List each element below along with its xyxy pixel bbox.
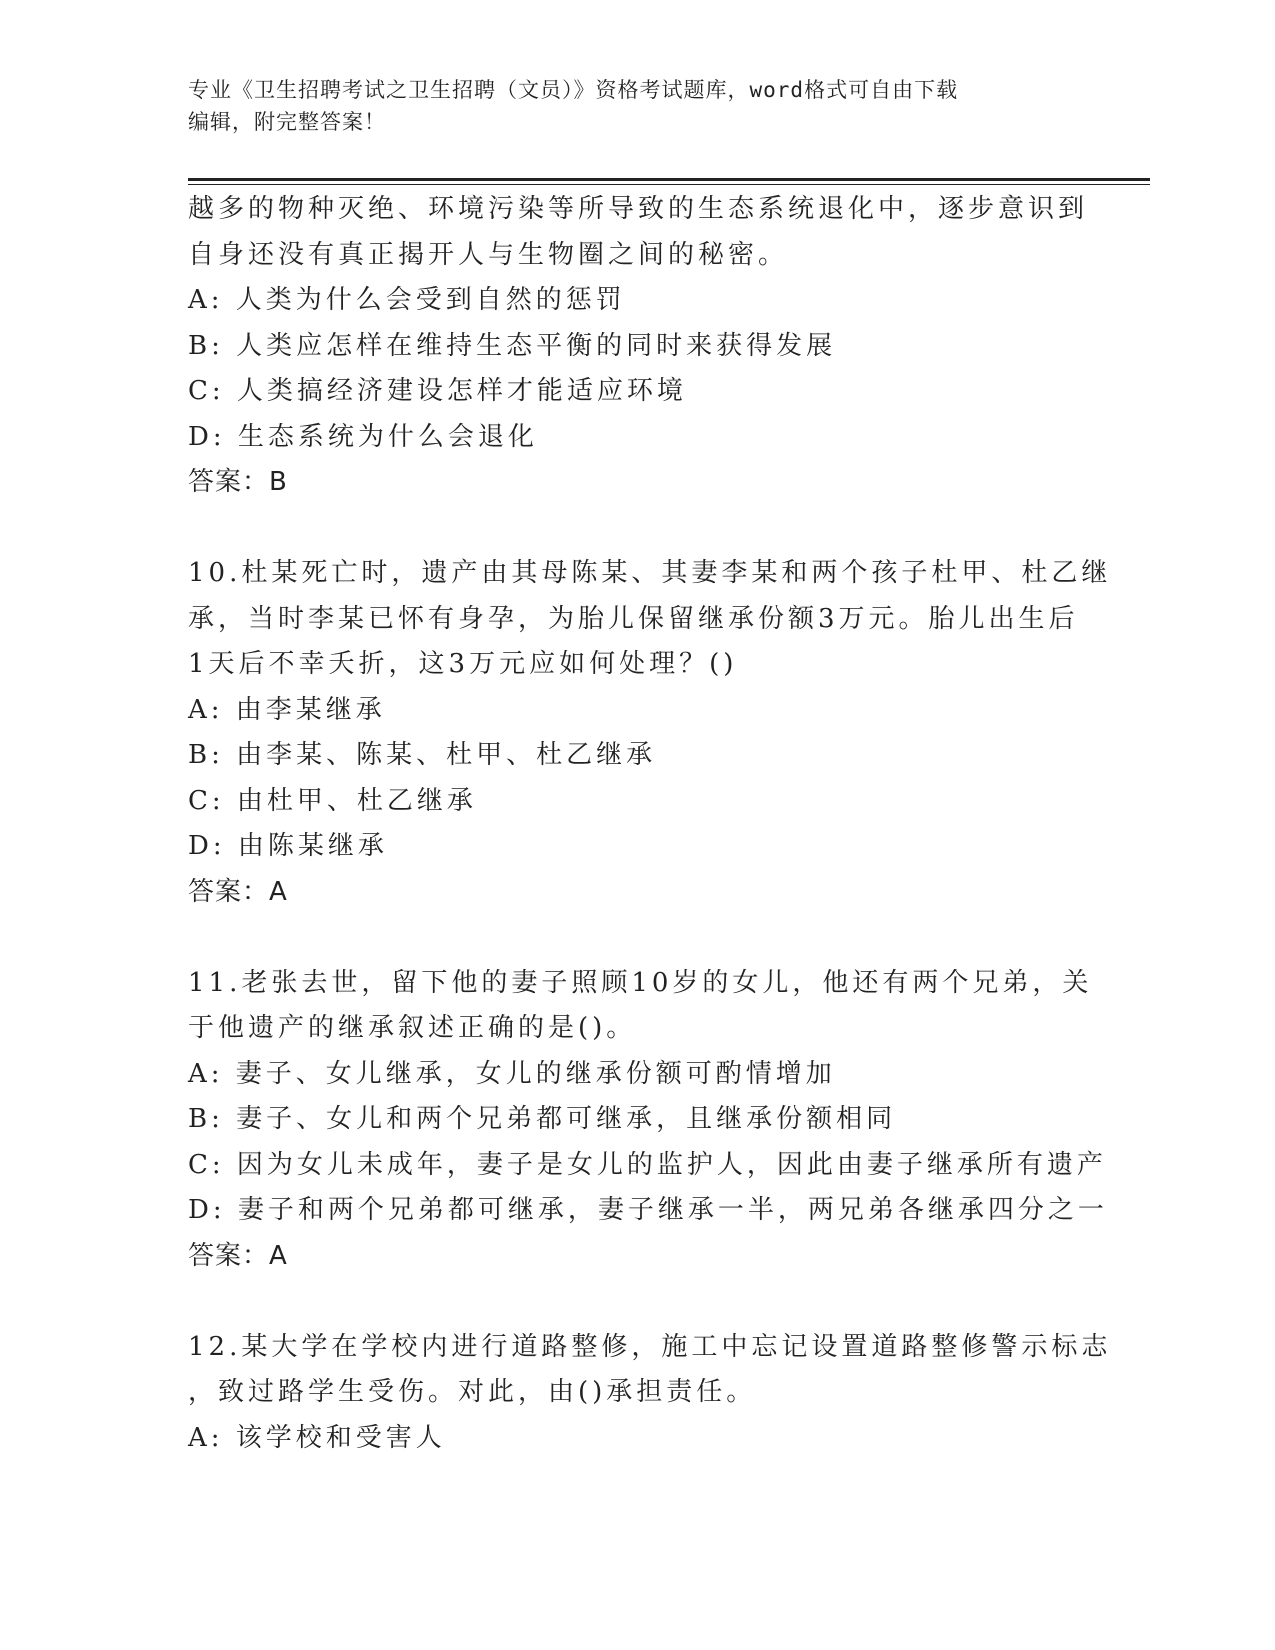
header-divider-thick <box>188 178 1150 181</box>
question-11 <box>188 961 1108 1280</box>
question-text-line: 于他遗产的继承叙述正确的是()。 <box>188 1013 637 1043</box>
question-text-line: 1天后不幸夭折，这3万元应如何处理？() <box>188 649 738 679</box>
question-12 <box>188 1325 1112 1462</box>
option-d: D: 由陈某继承 <box>188 831 388 861</box>
option-b: B: 人类应怎样在维持生态平衡的同时来获得发展 <box>188 330 837 361</box>
answer-label: 答案：A <box>188 1240 288 1271</box>
document-header <box>188 74 1068 138</box>
question-10 <box>188 551 1112 915</box>
option-d: D: 生态系统为什么会退化 <box>188 421 538 452</box>
option-c: C: 人类搞经济建设怎样才能适应环境 <box>188 376 687 406</box>
answer-label: 答案：B <box>188 467 288 497</box>
option-a: A: 人类为什么会受到自然的惩罚 <box>188 285 626 315</box>
spacer <box>188 915 1088 961</box>
header-line-2: 编辑，附完整答案！ <box>188 110 386 134</box>
answer-label: 答案：A <box>188 876 288 907</box>
option-b: B: 由李某、陈某、杜甲、杜乙继承 <box>188 740 657 770</box>
spacer <box>188 1279 1088 1325</box>
question-text-line: ，致过路学生受伤。对此，由()承担责任。 <box>188 1377 757 1407</box>
option-d: D: 妻子和两个兄弟都可继承，妻子继承一半，两兄弟各继承四分之一 <box>188 1195 1108 1225</box>
question-text-line: 12.某大学在学校内进行道路整修，施工中忘记设置道路整修警示标志 <box>188 1331 1112 1362</box>
question-text-line: 越多的物种灭绝、环境污染等所导致的生态系统退化中，逐步意识到 <box>188 194 1089 224</box>
header-line-1: 专业《卫生招聘考试之卫生招聘（文员）》资格考试题库，word格式可自由下载 <box>188 78 959 102</box>
question-content <box>188 187 1112 1461</box>
question-text-line: 承，当时李某已怀有身孕，为胎儿保留继承份额3万元。胎儿出生后 <box>188 603 1079 634</box>
question-9 <box>188 187 1088 506</box>
question-text-line: 自身还没有真正揭开人与生物圈之间的秘密。 <box>188 239 789 270</box>
spacer <box>188 506 1088 552</box>
option-a: A: 妻子、女儿继承，女儿的继承份额可酌情增加 <box>188 1058 836 1089</box>
option-a: A: 该学校和受害人 <box>188 1422 446 1453</box>
option-a: A: 由李某继承 <box>188 694 386 725</box>
question-text-line: 11.老张去世，留下他的妻子照顾10岁的女儿，他还有两个兄弟，关 <box>188 967 1093 998</box>
option-b: B: 妻子、女儿和两个兄弟都可继承，且继承份额相同 <box>188 1104 897 1134</box>
header-divider-thin <box>188 184 1150 185</box>
option-c: C: 因为女儿未成年，妻子是女儿的监护人，因此由妻子继承所有遗产 <box>188 1149 1107 1180</box>
question-text-line: 10.杜某死亡时，遗产由其母陈某、其妻李某和两个孩子杜甲、杜乙继 <box>188 558 1112 588</box>
option-c: C: 由杜甲、杜乙继承 <box>188 785 477 816</box>
